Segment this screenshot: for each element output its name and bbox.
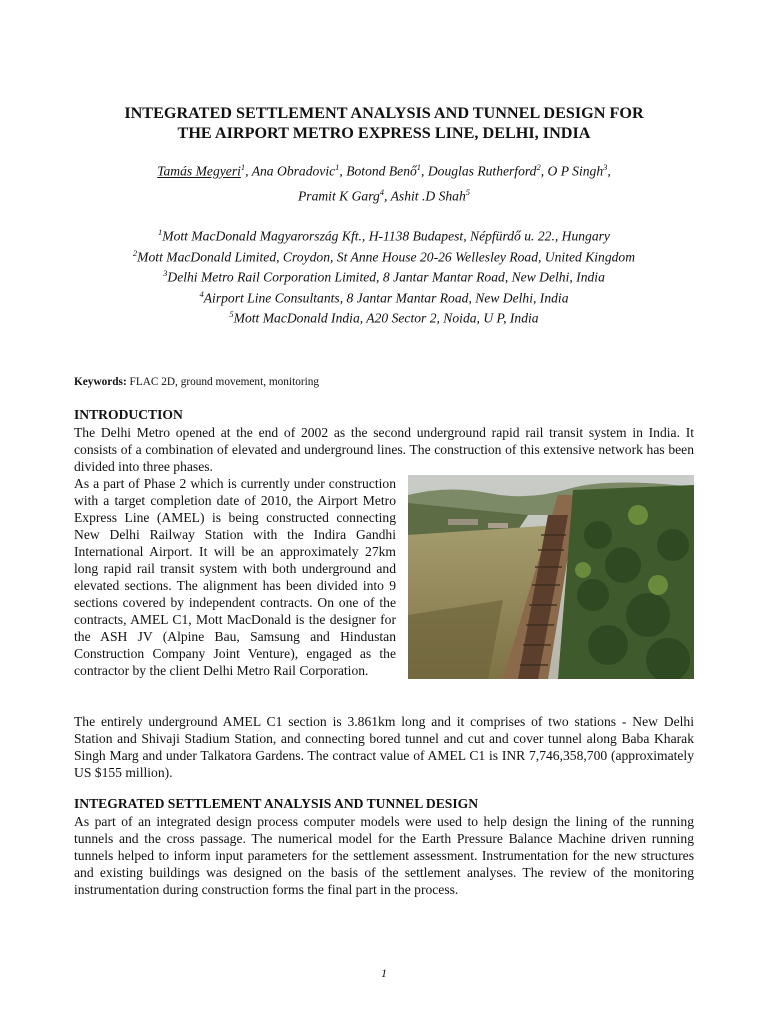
author-affil-mark: 1 [416,162,422,172]
author-affil-mark: 1 [335,162,340,172]
affiliation-item: $^5$Mott MacDonald India, A20 Sector 2, Noida, U P, India [229,309,539,326]
page-number: 1 [381,966,387,980]
author-affil-mark: 5 [465,186,471,197]
paper-title [60,103,708,143]
author-name: Ana Obradovic [251,163,336,179]
affiliation-list [60,224,708,327]
affiliation-item: $^3$Delhi Metro Rail Corporation Limited, 8 Jantar Mantar Road, New Delhi, India [163,268,605,285]
aerial-photo-illustration [408,475,694,679]
author-affil-mark: 3 [603,162,608,172]
keywords [74,376,319,388]
section-heading-introduction: INTRODUCTION [74,407,183,422]
intro-paragraph-2: As a part of Phase 2 which is currently under construction with a target completion date of 2010, the Airport Metro Express Line (AMEL) is being constructed connecting New Delhi Railway Station with the Indira Gandhi International Airport. It will be an approximately 27km long rapid rail transit system with both underground and elevated sections. The alignment has been divided into 9 sections covered by independent contracts. On one of the contracts, AMEL C1, Mott MacDonald is the designer for the ASH JV (Alpine Bau, Samsung and Hindustan Construction Company Joint Venture), engaged as the contractor by the client Delhi Metro Rail Corporation. [74,476,396,678]
section-heading-integrated-settlement: INTEGRATED SETTLEMENT ANALYSIS AND TUNNEL DESIGN [74,796,479,811]
author-name: Botond Benő [346,163,417,179]
affiliation-item: $^2$Mott MacDonald Limited, Croydon, St Anne House 20-26 Wellesley Road, United Kingdom [132,247,636,265]
author-name: O P Singh [547,163,604,179]
title-line-2: THE AIRPORT METRO EXPRESS LINE, DELHI, INDIA [177,124,591,142]
keywords-text: FLAC 2D, ground movement, monitoring [129,376,320,388]
author-name: Douglas Rutherford [427,163,537,179]
keywords-label: Keywords: [74,376,127,388]
intro-paragraph-1: The Delhi Metro opened at the end of 2002 as the second underground rapid rail transit system in India. It consists of a combination of elevated and underground lines. The construction of this extensive network has been divided into three phases. [74,425,694,474]
title-line-1: INTEGRATED SETTLEMENT ANALYSIS AND TUNNEL DESIGN FOR [124,104,644,122]
author-affil-mark: 2 [536,162,541,172]
author-name: Tamás Megyeri [157,163,241,179]
affiliation-item: $^1$Mott MacDonald Magyarország Kft., H-1138 Budapest, Népfürdő u. 22., Hungary [158,227,610,244]
author-line-2: Pramit K Garg$^4$, Ashit .D Shah$^5$ [297,186,471,204]
author-line-1: Tamás Megyeri$^1$, Ana Obradovic$^1$, Botond Benő$^1$, Douglas Rutherford$^2$, O P Singh$^3$, [157,162,611,179]
author-affil-mark: 1 [240,162,246,172]
construction-site-photo [408,475,694,679]
author-list [60,157,708,206]
integrated-paragraph-1: As part of an integrated design process computer models were used to help design the lining of the running tunnels and the cross passage. The numerical model for the Earth Pressure Balance Machine driven running tunnels helped to inform input parameters for the settlement assessment. Instrumentation for the new structures and existing buildings was designed on the basis of the settlement analyses. The review of the monitoring instrumentation during construction forms the final part in the process. [74,814,694,897]
author-affil-mark: 4 [379,186,385,197]
author-name: Ashit .D Shah [390,188,466,204]
affiliation-item: $^4$Airport Line Consultants, 8 Jantar Mantar Road, New Delhi, India [199,288,569,306]
author-name: Pramit K Garg [297,188,380,204]
intro-paragraph-3: The entirely underground AMEL C1 section is 3.861km long and it comprises of two stations - New Delhi Station and Shivaji Stadium Station, and connecting bored tunnel and cut and cover tunnel along Baba Kharak Singh Marg and under Talkatora Gardens. The contract value of AMEL C1 is INR 7,746,358,700 (approximately US $155 million). [74,714,694,780]
